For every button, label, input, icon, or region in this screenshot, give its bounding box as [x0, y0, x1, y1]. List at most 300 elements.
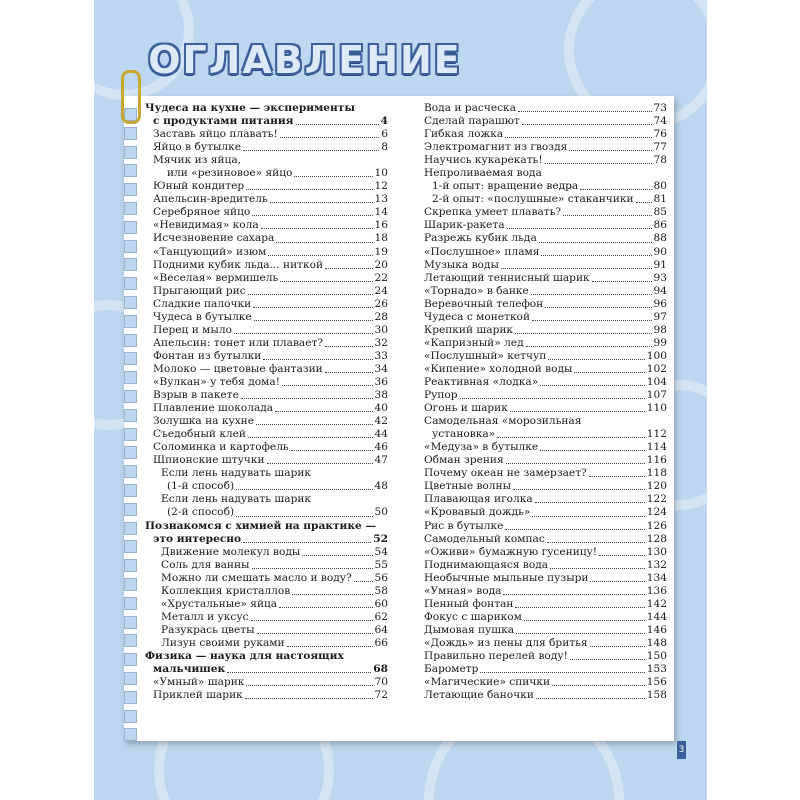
toc-entry-page: 32 [374, 336, 388, 349]
dot-leader [548, 359, 644, 360]
dot-leader [280, 281, 372, 282]
toc-entry-page: 77 [653, 141, 667, 154]
dot-leader [253, 307, 372, 308]
dot-leader [552, 685, 645, 686]
dot-leader [252, 215, 372, 216]
dot-leader [248, 294, 373, 295]
dot-leader [532, 516, 644, 517]
toc-entry[interactable] [424, 480, 667, 493]
dot-leader [325, 346, 372, 347]
toc-entry-title: «Торнадо» в банке [424, 284, 529, 297]
toc-entry-text: Непроливаемая вода [424, 167, 542, 180]
toc-entry-title: Плавление шоколада [153, 402, 274, 415]
toc-entry-page: 50 [374, 506, 388, 519]
dot-leader [580, 189, 651, 190]
dot-leader [505, 529, 644, 530]
dot-leader [522, 124, 652, 125]
dot-leader [248, 437, 373, 438]
toc-entry-page: 97 [653, 310, 667, 323]
toc-entry-title: Можно ли смешать масло и воду? [161, 571, 352, 584]
toc-entry[interactable] [145, 572, 388, 585]
toc-entry-page: 88 [653, 232, 667, 245]
binder-hole [124, 710, 137, 723]
toc-entry-title: Апельсин: тонет или плавает? [153, 336, 324, 349]
toc-entry-page: 68 [373, 663, 388, 676]
toc-entry-title: «Капризный» лед [424, 336, 524, 349]
toc-entry-page: 76 [653, 128, 667, 141]
toc-entry-page: 70 [374, 676, 388, 689]
dot-leader [294, 176, 372, 177]
binder-hole [124, 484, 137, 497]
toc-entry-title: Коллекция кристаллов [161, 584, 291, 597]
toc-entry-page: 90 [653, 245, 667, 258]
toc-entry[interactable] [145, 389, 388, 402]
toc-entry-title: Летающий теннисный шарик [424, 271, 590, 284]
dot-leader [545, 163, 652, 164]
toc-entry-page: 10 [374, 167, 388, 180]
toc-entry[interactable] [145, 428, 388, 441]
toc-entry[interactable] [145, 285, 388, 298]
toc-entry-page: 60 [374, 597, 388, 610]
toc-entry-page: 73 [653, 102, 667, 114]
toc-entry[interactable] [145, 689, 388, 702]
toc-entry-page: 74 [653, 115, 667, 128]
toc-entry[interactable] [424, 402, 667, 415]
toc-entry[interactable] [424, 285, 667, 298]
toc-entry[interactable] [145, 559, 388, 572]
dot-leader [515, 607, 644, 608]
toc-entry-page: 86 [653, 219, 667, 232]
toc-entry[interactable] [424, 180, 667, 193]
toc-entry[interactable] [145, 232, 388, 245]
toc-entry-title: Реактивная «лодка» [424, 375, 539, 388]
toc-entry[interactable] [145, 180, 388, 193]
toc-entry-page: 110 [646, 402, 667, 415]
toc-entry-title: «Медуза» в бутылке [424, 441, 539, 454]
toc-entry-page: 54 [374, 545, 388, 558]
dot-leader [539, 242, 652, 243]
toc-entry-page: 12 [374, 180, 388, 193]
dot-leader [287, 646, 373, 647]
toc-entry-title: «Магические» спички [424, 676, 551, 689]
dot-leader [268, 255, 372, 256]
toc-entry[interactable] [424, 350, 667, 363]
toc-entry-page: 26 [374, 297, 388, 310]
toc-entry[interactable] [424, 232, 667, 245]
dot-leader [540, 450, 645, 451]
toc-entry-title: Рупор [424, 389, 458, 402]
toc-entry-page: 72 [374, 689, 388, 702]
toc-entry[interactable] [145, 480, 388, 493]
toc-entry-page: 42 [374, 415, 388, 428]
toc-entry-title: Взрыв в пакете [153, 389, 239, 402]
toc-entry[interactable] [145, 141, 388, 154]
toc-entry-page: 142 [646, 597, 667, 610]
toc-entry-title: «Вулкан» у тебя дома! [153, 375, 280, 388]
toc-entry[interactable] [424, 454, 667, 467]
toc-entry-page: 94 [653, 284, 667, 297]
toc-entry[interactable] [145, 167, 388, 180]
toc-entry-page: 146 [646, 623, 667, 636]
toc-entry-title: Электромагнит из гвоздя [424, 141, 568, 154]
binder-hole [124, 146, 137, 159]
toc-entry-title: Подними кубик льда... ниткой [153, 258, 324, 271]
toc-entry-title: 2-й опыт: «послушные» стаканчики [432, 193, 634, 206]
toc-entry[interactable] [145, 324, 388, 337]
toc-entry[interactable] [145, 206, 388, 219]
dot-leader [569, 150, 651, 151]
toc-entry-title: Разукрась цветы [161, 623, 255, 636]
toc-entry-page: 14 [374, 206, 388, 219]
toc-entry[interactable] [424, 493, 667, 506]
toc-entry[interactable] [145, 298, 388, 311]
toc-entry-page: 134 [646, 571, 667, 584]
binder-hole [124, 728, 137, 741]
toc-entry-title: Летающие баночки [424, 689, 534, 702]
toc-entry[interactable] [145, 663, 388, 676]
toc-entry[interactable] [145, 441, 388, 454]
toc-entry[interactable] [424, 585, 667, 598]
toc-entry-title: Правильно перелей воду! [424, 649, 568, 662]
binder-hole [124, 240, 137, 253]
toc-entry-page: 130 [646, 545, 667, 558]
toc-entry-title: Гибкая ложка [424, 128, 504, 141]
toc-entry-title: «Кровавый дождь» [424, 506, 531, 519]
dot-leader [325, 372, 373, 373]
toc-entry[interactable] [424, 428, 667, 441]
toc-entry-text: Если лень надувать шарик [161, 467, 312, 480]
dot-leader [263, 359, 372, 360]
toc-entry-title: или «резиновое» яйцо [167, 167, 293, 180]
toc-entry[interactable] [424, 311, 667, 324]
dot-leader [524, 620, 645, 621]
toc-entry[interactable] [145, 676, 388, 689]
toc-entry[interactable] [424, 298, 667, 311]
toc-entry-page: 30 [374, 323, 388, 336]
toc-entry[interactable] [424, 259, 667, 272]
toc-entry[interactable] [145, 506, 388, 519]
toc-section-heading: Физика — наука для настоящих [145, 649, 344, 662]
dot-leader [501, 268, 652, 269]
toc-entry-page: 120 [646, 480, 667, 493]
binder-hole [124, 296, 137, 309]
toc-entry-title: Музыка воды [424, 258, 499, 271]
dot-leader [236, 516, 372, 517]
toc-entry[interactable] [424, 337, 667, 350]
toc-entry-title: Металл и уксус [161, 610, 249, 623]
toc-entry[interactable] [424, 246, 667, 259]
binder-hole [124, 183, 137, 196]
toc-entry-page: 80 [653, 180, 667, 193]
toc-entry[interactable] [145, 598, 388, 611]
dot-leader [589, 476, 645, 477]
toc-entry-title: Съедобный клей [153, 428, 246, 441]
toc-entry-page: 33 [374, 349, 388, 362]
toc-entry-page: 38 [374, 389, 388, 402]
dot-leader [234, 333, 373, 334]
binder-hole [124, 446, 137, 459]
toc-entry-page: 128 [646, 532, 667, 545]
dot-leader [325, 268, 372, 269]
toc-entry-page: 126 [646, 519, 667, 532]
toc-entry-title: «Танцующий» изюм [153, 245, 267, 258]
dot-leader [570, 659, 645, 660]
toc-entry[interactable] [424, 219, 667, 232]
toc-entry-page: 19 [374, 245, 388, 258]
toc-entry[interactable] [145, 193, 388, 206]
toc-entry-title: (2-й способ) [167, 506, 235, 519]
toc-entry-page: 78 [653, 154, 667, 167]
toc-entry[interactable] [424, 363, 667, 376]
toc-entry[interactable] [424, 624, 667, 637]
toc-entry[interactable] [424, 572, 667, 585]
dot-leader [279, 607, 372, 608]
toc-entry-page: 98 [653, 323, 667, 336]
toc-entry[interactable] [145, 637, 388, 650]
toc-entry-title: Плавающая иголка [424, 493, 533, 506]
binder-hole [124, 540, 137, 553]
dot-leader [532, 320, 652, 321]
toc-entry[interactable] [145, 533, 388, 546]
toc-entry[interactable] [424, 115, 667, 128]
toc-entry[interactable] [145, 219, 388, 232]
toc-entry-page: 64 [374, 623, 388, 636]
toc-entry-title: это интересно [153, 532, 242, 545]
toc-entry-page: 107 [646, 389, 667, 402]
toc-entry-page: 28 [374, 310, 388, 323]
dot-leader [254, 320, 373, 321]
toc-entry[interactable] [145, 415, 388, 428]
dot-leader [282, 385, 373, 386]
toc-entry-page: 55 [374, 558, 388, 571]
toc-entry[interactable] [145, 246, 388, 259]
toc-entry[interactable] [424, 611, 667, 624]
toc-entry-page: 156 [646, 676, 667, 689]
toc-entry-page: 122 [646, 493, 667, 506]
toc-entry-page: 158 [646, 689, 667, 702]
toc-entry-page: 132 [646, 558, 667, 571]
toc-entry-page: 20 [374, 258, 388, 271]
toc-entry[interactable] [424, 533, 667, 546]
toc-entry[interactable] [145, 350, 388, 363]
toc-entry-page: 104 [646, 375, 667, 388]
toc-entry[interactable] [424, 389, 667, 402]
dot-leader [354, 581, 373, 582]
binder-hole [124, 127, 137, 140]
toc-entry-page: 24 [374, 284, 388, 297]
binder-hole [124, 315, 137, 328]
toc-entry[interactable] [424, 598, 667, 611]
toc-entry[interactable] [424, 559, 667, 572]
toc-entry-page: 47 [374, 454, 388, 467]
dot-leader [243, 150, 379, 151]
toc-entry-title: Перец и мыло [153, 323, 232, 336]
toc-entry[interactable] [145, 376, 388, 389]
toc-entry-title: Чудеса с монеткой [424, 310, 530, 323]
toc-entry[interactable] [424, 272, 667, 285]
binder-hole [124, 428, 137, 441]
toc-entry-title: «Оживи» бумажную гусеницу! [424, 545, 598, 558]
toc-entry-title: Почему океан не замерзает? [424, 467, 587, 480]
toc-entry-page: 62 [374, 610, 388, 623]
toc-entry[interactable] [145, 546, 388, 559]
toc-entry-title: Разрежь кубик льда [424, 232, 537, 245]
toc-entry-title: Барометр [424, 663, 479, 676]
toc-entry-page: 44 [374, 428, 388, 441]
toc-entry-page: 116 [646, 454, 667, 467]
dot-leader [540, 385, 645, 386]
toc-entry[interactable] [424, 689, 667, 702]
dot-leader [291, 450, 373, 451]
dot-leader [599, 555, 645, 556]
toc-entry-title: Яйцо в бутылке [153, 141, 242, 154]
toc-entry[interactable] [424, 676, 667, 689]
toc-entry[interactable] [145, 363, 388, 376]
toc-entry-page: 34 [374, 362, 388, 375]
toc-entry[interactable] [424, 128, 667, 141]
binder-hole [124, 202, 137, 215]
toc-entry-title: Скрепка умеет плавать? [424, 206, 562, 219]
dot-leader [302, 555, 372, 556]
toc-entry-text: Если лень надувать шарик [161, 493, 312, 506]
toc-entry[interactable] [424, 441, 667, 454]
toc-entry-page: 144 [646, 610, 667, 623]
dot-leader [515, 333, 651, 334]
dot-leader [513, 489, 645, 490]
toc-entry[interactable] [424, 102, 667, 115]
dot-leader [252, 568, 373, 569]
toc-entry-title: Соль для ванны [161, 558, 250, 571]
page-title: ОГЛАВЛЕНИЕ [148, 38, 462, 82]
toc-entry-page: 13 [374, 193, 388, 206]
toc-entry-page: 40 [374, 402, 388, 415]
toc-entry-title: Приклей шарик [153, 689, 243, 702]
toc-entry[interactable] [145, 585, 388, 598]
dot-leader [550, 568, 645, 569]
toc-section-heading: Чудеса на кухне — эксперименты [145, 102, 355, 114]
binder-hole [124, 672, 137, 685]
dot-leader [526, 346, 652, 347]
toc-entry[interactable] [424, 206, 667, 219]
toc-entry-page: 102 [646, 362, 667, 375]
toc-entry-title: Необычные мыльные пузыри [424, 571, 589, 584]
toc-entry-title: Огонь и шарик [424, 402, 508, 415]
toc-entry[interactable] [145, 259, 388, 272]
binder-hole [124, 503, 137, 516]
dot-leader [245, 698, 373, 699]
toc-entry[interactable] [424, 154, 667, 167]
toc-entry-title: Фонтан из бутылки [153, 349, 262, 362]
toc-entry[interactable] [145, 337, 388, 350]
toc-entry-title: Заставь яйцо плавать! [153, 128, 278, 141]
dot-leader [261, 228, 373, 229]
page-number: 3 [677, 741, 686, 759]
toc-entry-text: Мячик из яйца, [153, 154, 242, 167]
dot-leader [503, 594, 644, 595]
binder-hole [124, 258, 137, 271]
toc-entry-title: Юный кондитер [153, 180, 245, 193]
toc-entry-title: Обман зрения [424, 454, 504, 467]
binder-hole [124, 465, 137, 478]
toc-entry[interactable] [424, 324, 667, 337]
toc-entry-title: Шпионские штучки [153, 454, 265, 467]
toc-entry-page: 36 [374, 375, 388, 388]
dot-leader [590, 581, 644, 582]
toc-entry-title: Научись кукарекать! [424, 154, 543, 167]
toc-entry[interactable] [145, 115, 388, 128]
toc-entry-page: 18 [374, 232, 388, 245]
toc-entry-title: Шарик-ракета [424, 219, 505, 232]
binder-hole [124, 616, 137, 629]
binder-hole [124, 409, 137, 422]
toc-entry[interactable] [424, 376, 667, 389]
toc-entry-title: «Веселая» вермишель [153, 271, 279, 284]
toc-entry[interactable] [424, 506, 667, 519]
toc-entry-title: Исчезновение сахара [153, 232, 275, 245]
toc-entry[interactable] [145, 272, 388, 285]
dot-leader [275, 411, 372, 412]
dot-leader [531, 294, 652, 295]
toc-entry-title: с продуктами питания [153, 115, 294, 128]
binder-hole [124, 371, 137, 384]
toc-entry-page: 150 [646, 649, 667, 662]
binder-hole [124, 559, 137, 572]
binder-holes [124, 100, 140, 740]
toc-entry[interactable] [424, 546, 667, 559]
toc-entry-title: Молоко — цветовые фантазии [153, 362, 323, 375]
toc-entry[interactable] [145, 611, 388, 624]
toc-entry-page: 153 [646, 663, 667, 676]
toc-entry-title: Серебряное яйцо [153, 206, 251, 219]
dot-leader [460, 398, 645, 399]
toc-entry[interactable] [424, 650, 667, 663]
toc-entry-title: «Невидимая» кола [153, 219, 259, 232]
toc-entry-title: мальчишек [153, 663, 226, 676]
dot-leader [292, 594, 372, 595]
toc-entry[interactable] [424, 637, 667, 650]
toc-entry-title: (1-й способ) [167, 480, 235, 493]
binder-hole [124, 634, 137, 647]
toc-entry[interactable] [145, 454, 388, 467]
toc-entry[interactable] [145, 402, 388, 415]
toc-entry-title: Сделай парашют [424, 115, 520, 128]
toc-entry-title: «Умная» вода [424, 584, 502, 597]
toc-entry-page: 48 [374, 480, 388, 493]
toc-entry-title: Сладкие палочки [153, 297, 252, 310]
toc-entry-page: 81 [653, 193, 667, 206]
toc-entry[interactable] [145, 624, 388, 637]
dot-leader [574, 372, 644, 373]
toc-entry-title: Лизун своими руками [161, 636, 285, 649]
toc-entry[interactable] [424, 520, 667, 533]
toc-entry[interactable] [424, 141, 667, 154]
binder-hole [124, 597, 137, 610]
dot-leader [280, 137, 380, 138]
toc-entry-page: 148 [646, 636, 667, 649]
toc-section-heading: Познакомся с химией на практике — [145, 519, 377, 532]
toc-entry[interactable] [145, 128, 388, 141]
toc-entry[interactable] [424, 193, 667, 206]
toc-entry-title: «Послушный» кетчуп [424, 349, 547, 362]
toc-entry[interactable] [424, 663, 667, 676]
toc-entry[interactable] [145, 311, 388, 324]
binder-hole [124, 653, 137, 666]
toc-entry-page: 93 [653, 271, 667, 284]
dot-leader [236, 489, 372, 490]
toc-entry[interactable] [424, 467, 667, 480]
dot-leader [507, 228, 652, 229]
dot-leader [536, 698, 645, 699]
